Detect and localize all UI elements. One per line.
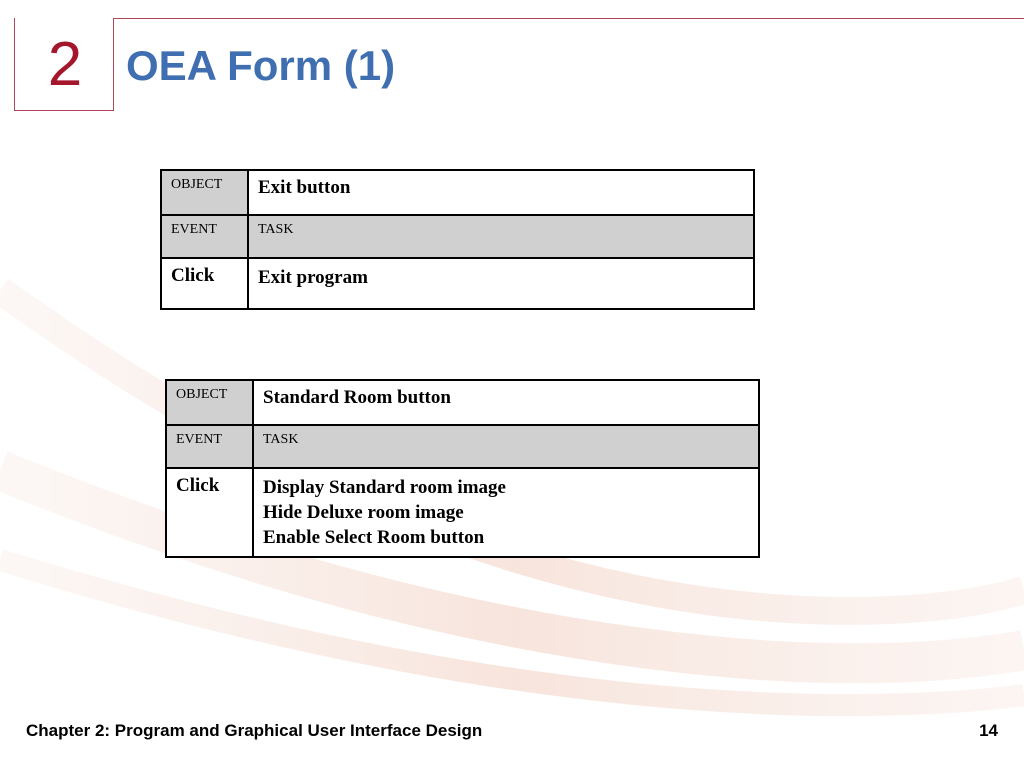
task-label-cell: TASK (253, 425, 759, 468)
object-value-cell: Exit button (248, 170, 754, 215)
task-label-cell: TASK (248, 215, 754, 258)
page-number: 14 (979, 721, 998, 740)
slide-title: OEA Form (1) (126, 42, 396, 89)
chapter-number: 2 (47, 30, 83, 99)
task-value-cell (253, 468, 759, 557)
oea-table-exit (160, 169, 755, 310)
footer-chapter-text: Chapter 2: Program and Graphical User Interface Design (26, 721, 483, 740)
chapter-box (14, 18, 114, 111)
event-value-cell: Click (161, 258, 248, 309)
task-line: Hide Deluxe room image (263, 502, 464, 523)
event-value-cell: Click (166, 468, 253, 557)
task-line: Enable Select Room button (263, 527, 485, 548)
oea-table-standard-room (165, 379, 760, 558)
object-label-cell: OBJECT (161, 170, 248, 215)
header-rule (14, 18, 1024, 19)
event-label-cell: EVENT (161, 215, 248, 258)
object-label-cell: OBJECT (166, 380, 253, 425)
event-label-cell: EVENT (166, 425, 253, 468)
task-line: Display Standard room image (263, 477, 506, 498)
task-line: Exit program (258, 267, 368, 288)
object-value-cell: Standard Room button (253, 380, 759, 425)
task-value-cell (248, 258, 754, 309)
